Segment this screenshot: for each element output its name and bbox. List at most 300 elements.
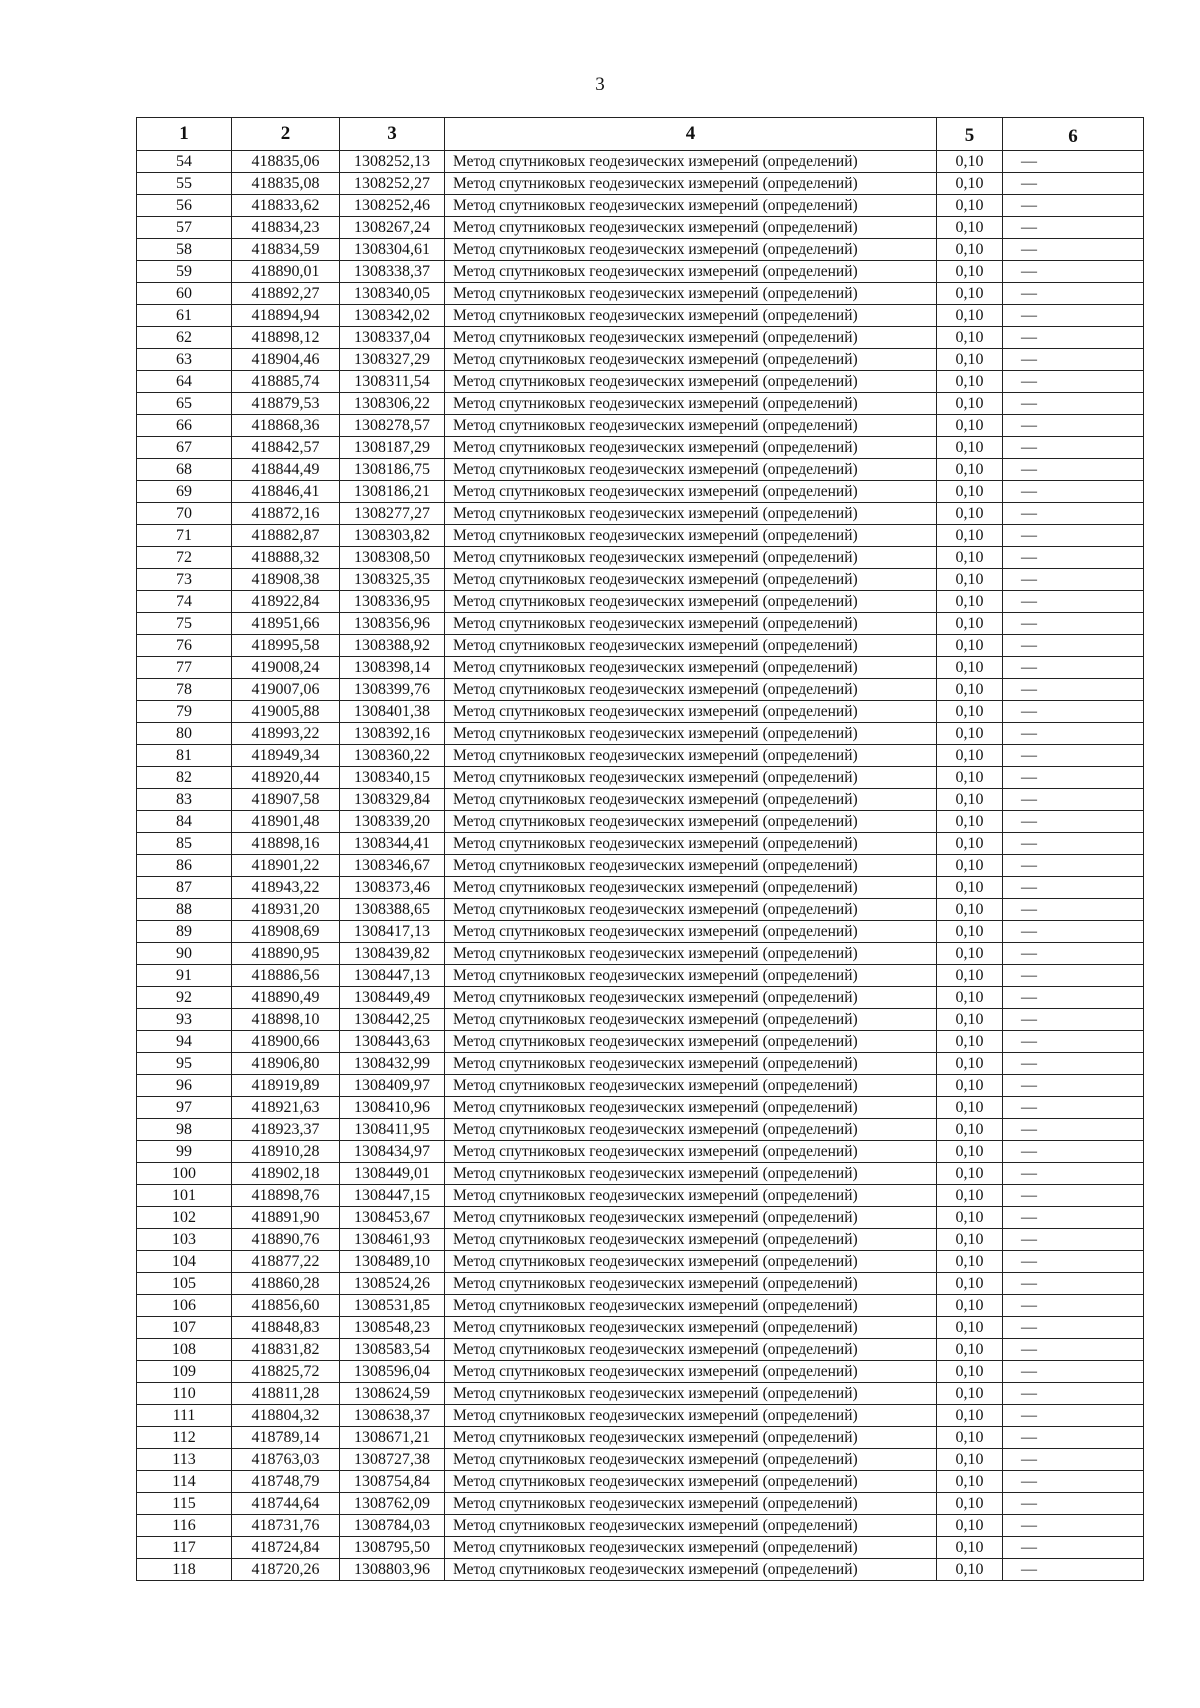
cell-point-number: 111 (137, 1405, 232, 1427)
cell-method: Метод спутниковых геодезических измерений (определений) (445, 789, 937, 811)
cell-accuracy: 0,10 (937, 1185, 1003, 1207)
cell-method: Метод спутниковых геодезических измерений (определений) (445, 1053, 937, 1075)
cell-method: Метод спутниковых геодезических измерений (определений) (445, 921, 937, 943)
cell-point-number: 70 (137, 503, 232, 525)
cell-method: Метод спутниковых геодезических измерений (определений) (445, 1097, 937, 1119)
cell-note: — (1003, 239, 1144, 261)
table-row (137, 1009, 1144, 1031)
cell-note: — (1003, 437, 1144, 459)
cell-method: Метод спутниковых геодезических измерений (определений) (445, 965, 937, 987)
cell-method: Метод спутниковых геодезических измерений (определений) (445, 877, 937, 899)
cell-coord-x: 418763,03 (232, 1449, 340, 1471)
cell-method: Метод спутниковых геодезических измерений (определений) (445, 195, 937, 217)
cell-accuracy: 0,10 (937, 481, 1003, 503)
table-row (137, 239, 1144, 261)
cell-point-number: 118 (137, 1559, 232, 1581)
table-row (137, 1229, 1144, 1251)
cell-point-number: 62 (137, 327, 232, 349)
cell-note: — (1003, 1383, 1144, 1405)
table-row (137, 173, 1144, 195)
cell-method: Метод спутниковых геодезических измерений (определений) (445, 481, 937, 503)
cell-note: — (1003, 151, 1144, 173)
cell-point-number: 56 (137, 195, 232, 217)
cell-coord-x: 418885,74 (232, 371, 340, 393)
header-row (137, 118, 1144, 151)
cell-accuracy: 0,10 (937, 569, 1003, 591)
cell-point-number: 73 (137, 569, 232, 591)
cell-note: — (1003, 811, 1144, 833)
table-row (137, 547, 1144, 569)
cell-note: — (1003, 459, 1144, 481)
cell-coord-x: 418894,94 (232, 305, 340, 327)
cell-point-number: 100 (137, 1163, 232, 1185)
cell-point-number: 88 (137, 899, 232, 921)
cell-note: — (1003, 745, 1144, 767)
table-row (137, 591, 1144, 613)
table-row (137, 767, 1144, 789)
cell-coord-y: 1308624,59 (340, 1383, 445, 1405)
cell-note: — (1003, 1251, 1144, 1273)
cell-coord-y: 1308329,84 (340, 789, 445, 811)
cell-method: Метод спутниковых геодезических измерений (определений) (445, 1449, 937, 1471)
table-row (137, 833, 1144, 855)
cell-note: — (1003, 261, 1144, 283)
cell-coord-y: 1308434,97 (340, 1141, 445, 1163)
table-row (137, 371, 1144, 393)
coordinates-table (136, 117, 1144, 1581)
cell-note: — (1003, 1119, 1144, 1141)
cell-coord-y: 1308596,04 (340, 1361, 445, 1383)
cell-accuracy: 0,10 (937, 635, 1003, 657)
cell-note: — (1003, 679, 1144, 701)
cell-method: Метод спутниковых геодезических измерений (определений) (445, 1383, 937, 1405)
cell-coord-x: 418886,56 (232, 965, 340, 987)
header-col-1: 1 (137, 118, 232, 151)
cell-method: Метод спутниковых геодезических измерений (определений) (445, 1141, 937, 1163)
cell-method: Метод спутниковых геодезических измерений (определений) (445, 393, 937, 415)
cell-note: — (1003, 1317, 1144, 1339)
header-col-3: 3 (340, 118, 445, 151)
cell-method: Метод спутниковых геодезических измерений (определений) (445, 657, 937, 679)
cell-accuracy: 0,10 (937, 745, 1003, 767)
cell-coord-x: 418804,32 (232, 1405, 340, 1427)
cell-method: Метод спутниковых геодезических измерений (определений) (445, 1207, 937, 1229)
cell-point-number: 105 (137, 1273, 232, 1295)
cell-coord-y: 1308443,63 (340, 1031, 445, 1053)
table-body (137, 151, 1144, 1581)
cell-accuracy: 0,10 (937, 1317, 1003, 1339)
cell-accuracy: 0,10 (937, 767, 1003, 789)
cell-note: — (1003, 635, 1144, 657)
table-row (137, 679, 1144, 701)
cell-coord-y: 1308399,76 (340, 679, 445, 701)
cell-method: Метод спутниковых геодезических измерений (определений) (445, 591, 937, 613)
cell-coord-y: 1308388,92 (340, 635, 445, 657)
cell-coord-y: 1308325,35 (340, 569, 445, 591)
table-row (137, 1471, 1144, 1493)
cell-coord-y: 1308461,93 (340, 1229, 445, 1251)
table-row (137, 525, 1144, 547)
table-row (137, 1449, 1144, 1471)
header-col-6: 6 (1003, 118, 1144, 151)
cell-accuracy: 0,10 (937, 349, 1003, 371)
cell-coord-y: 1308447,13 (340, 965, 445, 987)
cell-point-number: 65 (137, 393, 232, 415)
cell-note: — (1003, 657, 1144, 679)
cell-note: — (1003, 1361, 1144, 1383)
cell-accuracy: 0,10 (937, 1207, 1003, 1229)
cell-point-number: 102 (137, 1207, 232, 1229)
cell-note: — (1003, 349, 1144, 371)
cell-accuracy: 0,10 (937, 327, 1003, 349)
cell-method: Метод спутниковых геодезических измерений (определений) (445, 1119, 937, 1141)
cell-coord-x: 418898,76 (232, 1185, 340, 1207)
cell-coord-y: 1308409,97 (340, 1075, 445, 1097)
cell-coord-x: 418898,12 (232, 327, 340, 349)
cell-note: — (1003, 877, 1144, 899)
cell-note: — (1003, 921, 1144, 943)
table-row (137, 1075, 1144, 1097)
cell-note: — (1003, 1229, 1144, 1251)
table-row (137, 789, 1144, 811)
cell-method: Метод спутниковых геодезических измерений (определений) (445, 1339, 937, 1361)
cell-point-number: 114 (137, 1471, 232, 1493)
cell-method: Метод спутниковых геодезических измерений (определений) (445, 767, 937, 789)
cell-coord-y: 1308388,65 (340, 899, 445, 921)
table-row (137, 459, 1144, 481)
cell-accuracy: 0,10 (937, 239, 1003, 261)
cell-coord-y: 1308453,67 (340, 1207, 445, 1229)
cell-method: Метод спутниковых геодезических измерений (определений) (445, 151, 937, 173)
cell-method: Метод спутниковых геодезических измерений (определений) (445, 1559, 937, 1581)
cell-point-number: 95 (137, 1053, 232, 1075)
cell-coord-y: 1308442,25 (340, 1009, 445, 1031)
cell-note: — (1003, 1295, 1144, 1317)
cell-coord-y: 1308344,41 (340, 833, 445, 855)
cell-coord-y: 1308548,23 (340, 1317, 445, 1339)
cell-coord-x: 418868,36 (232, 415, 340, 437)
cell-accuracy: 0,10 (937, 305, 1003, 327)
cell-accuracy: 0,10 (937, 1559, 1003, 1581)
table-row (137, 701, 1144, 723)
cell-coord-y: 1308373,46 (340, 877, 445, 899)
cell-point-number: 110 (137, 1383, 232, 1405)
cell-coord-x: 418860,28 (232, 1273, 340, 1295)
cell-coord-x: 418908,38 (232, 569, 340, 591)
cell-coord-y: 1308671,21 (340, 1427, 445, 1449)
cell-coord-y: 1308339,20 (340, 811, 445, 833)
cell-point-number: 69 (137, 481, 232, 503)
cell-point-number: 78 (137, 679, 232, 701)
cell-method: Метод спутниковых геодезических измерений (определений) (445, 525, 937, 547)
cell-point-number: 117 (137, 1537, 232, 1559)
cell-note: — (1003, 481, 1144, 503)
cell-point-number: 98 (137, 1119, 232, 1141)
cell-accuracy: 0,10 (937, 811, 1003, 833)
cell-method: Метод спутниковых геодезических измерений (определений) (445, 1515, 937, 1537)
cell-coord-x: 418908,69 (232, 921, 340, 943)
cell-method: Метод спутниковых геодезических измерений (определений) (445, 415, 937, 437)
cell-coord-y: 1308784,03 (340, 1515, 445, 1537)
cell-point-number: 71 (137, 525, 232, 547)
cell-note: — (1003, 723, 1144, 745)
cell-note: — (1003, 1097, 1144, 1119)
cell-coord-y: 1308303,82 (340, 525, 445, 547)
cell-accuracy: 0,10 (937, 1009, 1003, 1031)
cell-point-number: 59 (137, 261, 232, 283)
cell-point-number: 66 (137, 415, 232, 437)
cell-coord-x: 418906,80 (232, 1053, 340, 1075)
cell-method: Метод спутниковых геодезических измерений (определений) (445, 1009, 937, 1031)
cell-note: — (1003, 503, 1144, 525)
table-row (137, 855, 1144, 877)
cell-coord-x: 418872,16 (232, 503, 340, 525)
cell-method: Метод спутниковых геодезических измерений (определений) (445, 701, 937, 723)
cell-point-number: 104 (137, 1251, 232, 1273)
cell-note: — (1003, 1405, 1144, 1427)
cell-coord-x: 418877,22 (232, 1251, 340, 1273)
cell-coord-y: 1308277,27 (340, 503, 445, 525)
cell-coord-x: 418724,84 (232, 1537, 340, 1559)
cell-accuracy: 0,10 (937, 459, 1003, 481)
cell-point-number: 76 (137, 635, 232, 657)
cell-accuracy: 0,10 (937, 1273, 1003, 1295)
cell-point-number: 99 (137, 1141, 232, 1163)
table-header (137, 118, 1144, 151)
cell-method: Метод спутниковых геодезических измерений (определений) (445, 811, 937, 833)
cell-coord-y: 1308304,61 (340, 239, 445, 261)
cell-note: — (1003, 1339, 1144, 1361)
cell-accuracy: 0,10 (937, 679, 1003, 701)
cell-accuracy: 0,10 (937, 1515, 1003, 1537)
cell-method: Метод спутниковых геодезических измерений (определений) (445, 1273, 937, 1295)
cell-coord-x: 418898,10 (232, 1009, 340, 1031)
cell-coord-x: 418904,46 (232, 349, 340, 371)
cell-coord-y: 1308398,14 (340, 657, 445, 679)
cell-method: Метод спутниковых геодезических измерений (определений) (445, 1427, 937, 1449)
table-row (137, 1207, 1144, 1229)
cell-coord-y: 1308449,01 (340, 1163, 445, 1185)
cell-note: — (1003, 1185, 1144, 1207)
cell-point-number: 75 (137, 613, 232, 635)
cell-method: Метод спутниковых геодезических измерений (определений) (445, 943, 937, 965)
cell-note: — (1003, 393, 1144, 415)
cell-method: Метод спутниковых геодезических измерений (определений) (445, 349, 937, 371)
cell-coord-x: 419008,24 (232, 657, 340, 679)
cell-accuracy: 0,10 (937, 371, 1003, 393)
table-row (137, 569, 1144, 591)
cell-coord-x: 419005,88 (232, 701, 340, 723)
cell-accuracy: 0,10 (937, 1295, 1003, 1317)
table-row (137, 613, 1144, 635)
cell-point-number: 81 (137, 745, 232, 767)
cell-accuracy: 0,10 (937, 899, 1003, 921)
cell-coord-y: 1308187,29 (340, 437, 445, 459)
cell-coord-x: 418831,82 (232, 1339, 340, 1361)
cell-accuracy: 0,10 (937, 1383, 1003, 1405)
cell-method: Метод спутниковых геодезических измерений (определений) (445, 1471, 937, 1493)
cell-coord-y: 1308439,82 (340, 943, 445, 965)
cell-point-number: 103 (137, 1229, 232, 1251)
cell-coord-x: 418919,89 (232, 1075, 340, 1097)
cell-note: — (1003, 195, 1144, 217)
cell-coord-y: 1308401,38 (340, 701, 445, 723)
cell-accuracy: 0,10 (937, 1229, 1003, 1251)
cell-point-number: 82 (137, 767, 232, 789)
cell-coord-x: 418848,83 (232, 1317, 340, 1339)
cell-method: Метод спутниковых геодезических измерений (определений) (445, 1229, 937, 1251)
cell-point-number: 87 (137, 877, 232, 899)
table-row (137, 1141, 1144, 1163)
cell-coord-y: 1308252,13 (340, 151, 445, 173)
cell-point-number: 61 (137, 305, 232, 327)
table-row (137, 1185, 1144, 1207)
cell-accuracy: 0,10 (937, 503, 1003, 525)
cell-coord-x: 418833,62 (232, 195, 340, 217)
table-row (137, 1053, 1144, 1075)
table-row (137, 811, 1144, 833)
cell-method: Метод спутниковых геодезических измерений (определений) (445, 987, 937, 1009)
cell-coord-y: 1308754,84 (340, 1471, 445, 1493)
cell-note: — (1003, 525, 1144, 547)
cell-coord-y: 1308638,37 (340, 1405, 445, 1427)
cell-note: — (1003, 547, 1144, 569)
cell-coord-y: 1308252,46 (340, 195, 445, 217)
cell-point-number: 83 (137, 789, 232, 811)
cell-note: — (1003, 701, 1144, 723)
cell-note: — (1003, 173, 1144, 195)
cell-coord-x: 418731,76 (232, 1515, 340, 1537)
cell-accuracy: 0,10 (937, 877, 1003, 899)
cell-accuracy: 0,10 (937, 217, 1003, 239)
cell-method: Метод спутниковых геодезических измерений (определений) (445, 327, 937, 349)
table-row (137, 1163, 1144, 1185)
table-row (137, 1031, 1144, 1053)
cell-note: — (1003, 613, 1144, 635)
cell-point-number: 91 (137, 965, 232, 987)
cell-accuracy: 0,10 (937, 1075, 1003, 1097)
table-row (137, 1251, 1144, 1273)
cell-accuracy: 0,10 (937, 833, 1003, 855)
cell-accuracy: 0,10 (937, 591, 1003, 613)
cell-method: Метод спутниковых геодезических измерений (определений) (445, 371, 937, 393)
cell-point-number: 79 (137, 701, 232, 723)
cell-accuracy: 0,10 (937, 415, 1003, 437)
cell-method: Метод спутниковых геодезических измерений (определений) (445, 1295, 937, 1317)
cell-coord-y: 1308308,50 (340, 547, 445, 569)
cell-coord-x: 418900,66 (232, 1031, 340, 1053)
cell-accuracy: 0,10 (937, 1471, 1003, 1493)
table-row (137, 1119, 1144, 1141)
cell-coord-y: 1308337,04 (340, 327, 445, 349)
cell-point-number: 85 (137, 833, 232, 855)
table-row (137, 1361, 1144, 1383)
cell-accuracy: 0,10 (937, 1537, 1003, 1559)
cell-coord-x: 418898,16 (232, 833, 340, 855)
cell-accuracy: 0,10 (937, 1097, 1003, 1119)
cell-coord-x: 418943,22 (232, 877, 340, 899)
cell-coord-x: 418902,18 (232, 1163, 340, 1185)
cell-note: — (1003, 943, 1144, 965)
cell-accuracy: 0,10 (937, 151, 1003, 173)
cell-accuracy: 0,10 (937, 173, 1003, 195)
cell-point-number: 115 (137, 1493, 232, 1515)
cell-coord-y: 1308803,96 (340, 1559, 445, 1581)
cell-coord-y: 1308342,02 (340, 305, 445, 327)
table-row (137, 393, 1144, 415)
cell-coord-x: 418921,63 (232, 1097, 340, 1119)
cell-method: Метод спутниковых геодезических измерений (определений) (445, 855, 937, 877)
cell-note: — (1003, 1273, 1144, 1295)
cell-point-number: 54 (137, 151, 232, 173)
table-row (137, 261, 1144, 283)
table-row (137, 1295, 1144, 1317)
cell-method: Метод спутниковых геодезических измерений (определений) (445, 1185, 937, 1207)
cell-point-number: 113 (137, 1449, 232, 1471)
cell-coord-y: 1308432,99 (340, 1053, 445, 1075)
cell-method: Метод спутниковых геодезических измерений (определений) (445, 547, 937, 569)
cell-coord-y: 1308336,95 (340, 591, 445, 613)
table-row (137, 657, 1144, 679)
table-row (137, 987, 1144, 1009)
table-row (137, 1405, 1144, 1427)
cell-note: — (1003, 371, 1144, 393)
cell-point-number: 77 (137, 657, 232, 679)
cell-method: Метод спутниковых геодезических измерений (определений) (445, 1537, 937, 1559)
cell-note: — (1003, 305, 1144, 327)
cell-accuracy: 0,10 (937, 1119, 1003, 1141)
cell-accuracy: 0,10 (937, 855, 1003, 877)
cell-coord-y: 1308417,13 (340, 921, 445, 943)
table-row (137, 349, 1144, 371)
cell-accuracy: 0,10 (937, 525, 1003, 547)
cell-point-number: 60 (137, 283, 232, 305)
cell-coord-x: 418846,41 (232, 481, 340, 503)
cell-coord-x: 418951,66 (232, 613, 340, 635)
cell-point-number: 74 (137, 591, 232, 613)
cell-accuracy: 0,10 (937, 921, 1003, 943)
cell-point-number: 89 (137, 921, 232, 943)
cell-point-number: 90 (137, 943, 232, 965)
table-row (137, 723, 1144, 745)
table-row (137, 1537, 1144, 1559)
table-row (137, 943, 1144, 965)
cell-coord-y: 1308392,16 (340, 723, 445, 745)
cell-point-number: 96 (137, 1075, 232, 1097)
cell-point-number: 109 (137, 1361, 232, 1383)
cell-coord-y: 1308311,54 (340, 371, 445, 393)
cell-coord-x: 418888,32 (232, 547, 340, 569)
cell-coord-x: 418901,48 (232, 811, 340, 833)
cell-coord-x: 418901,22 (232, 855, 340, 877)
cell-accuracy: 0,10 (937, 987, 1003, 1009)
cell-point-number: 58 (137, 239, 232, 261)
cell-coord-y: 1308346,67 (340, 855, 445, 877)
cell-point-number: 86 (137, 855, 232, 877)
table-row (137, 1317, 1144, 1339)
cell-accuracy: 0,10 (937, 437, 1003, 459)
cell-point-number: 72 (137, 547, 232, 569)
cell-point-number: 107 (137, 1317, 232, 1339)
cell-accuracy: 0,10 (937, 723, 1003, 745)
cell-accuracy: 0,10 (937, 261, 1003, 283)
cell-accuracy: 0,10 (937, 1493, 1003, 1515)
cell-accuracy: 0,10 (937, 195, 1003, 217)
cell-coord-x: 418879,53 (232, 393, 340, 415)
cell-coord-y: 1308327,29 (340, 349, 445, 371)
cell-coord-x: 418835,08 (232, 173, 340, 195)
cell-point-number: 63 (137, 349, 232, 371)
